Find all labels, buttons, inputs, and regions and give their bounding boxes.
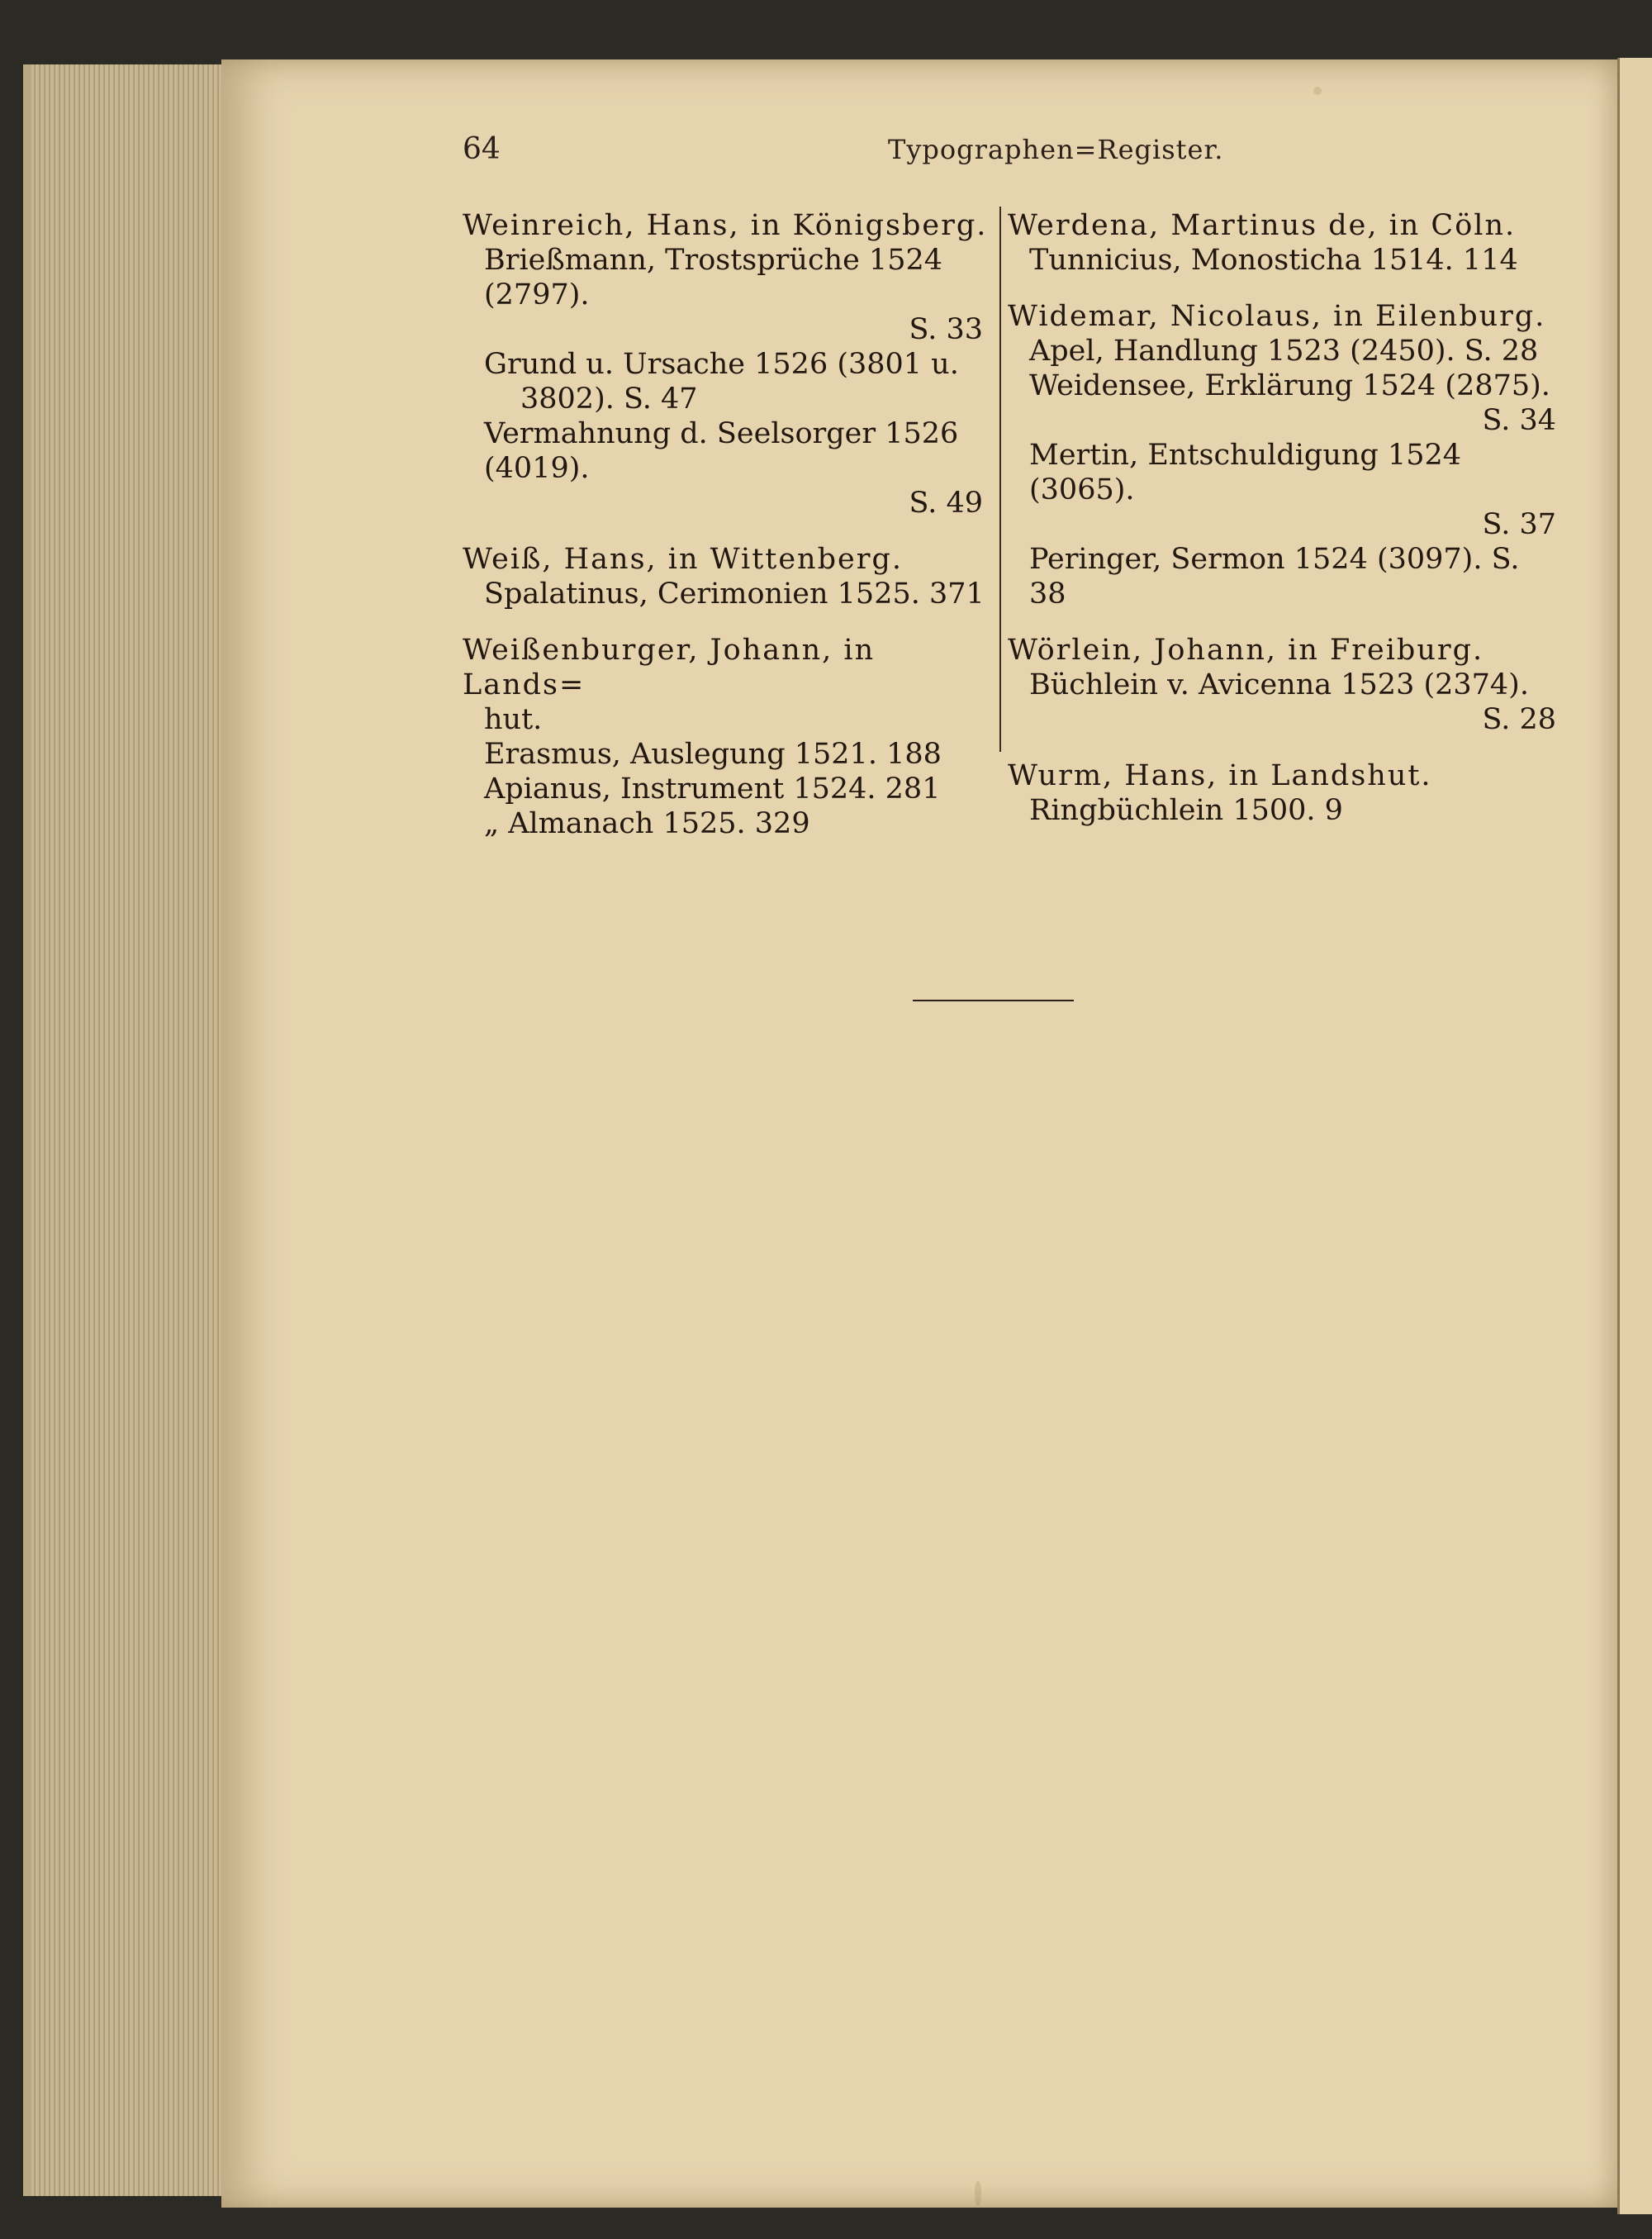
page-stain [1313, 87, 1322, 95]
entry-heading-continuation: hut. [484, 703, 543, 736]
register-entry-weinreich [463, 208, 990, 521]
right-column [1008, 208, 1563, 849]
entry-line: Weidensee, Erklärung 1524 (2875). [1029, 369, 1550, 402]
entry-line: Brießmann, Trostsprüche 1524 (2797). [484, 244, 942, 311]
register-entry-wurm [1008, 758, 1563, 828]
entry-page-ref: S. 49 [909, 487, 983, 520]
entry-heading: Weinreich, Hans, in Königsberg. [463, 209, 988, 242]
entry-line: Tunnicius, Monosticha 1514. 114 [1029, 244, 1518, 277]
entry-line: Apel, Handlung 1523 (2450). S. 28 [1029, 335, 1539, 368]
register-entry-widemar [1008, 299, 1563, 611]
entry-page-ref: S. 37 [1482, 508, 1556, 541]
entry-heading: Widemar, Nicolaus, in Eilenburg. [1008, 300, 1546, 333]
facing-page-edge [1617, 58, 1652, 2214]
register-entry-weissenburger [463, 633, 990, 841]
entry-line: Mertin, Entschuldigung 1524 (3065). [1029, 439, 1462, 506]
entry-line: Vermahnung d. Seelsorger 1526 (4019). [484, 417, 959, 485]
entry-page-ref: S. 34 [1482, 404, 1556, 437]
left-column [463, 208, 990, 863]
entry-line: Grund u. Ursache 1526 (3801 u. [484, 348, 959, 381]
entry-heading: Werdena, Martinus de, in Cöln. [1008, 209, 1517, 242]
entry-line: „ Almanach 1525. 329 [484, 807, 810, 840]
entry-line: Peringer, Sermon 1524 (3097). S. 38 [1029, 543, 1520, 611]
entry-line: Erasmus, Auslegung 1521. 188 [484, 738, 942, 771]
entry-line: Apianus, Instrument 1524. 281 [484, 772, 941, 806]
entry-line: Ringbüchlein 1500. 9 [1029, 794, 1343, 827]
page-header [463, 132, 1536, 174]
entry-line: 3802). S. 47 [520, 383, 698, 416]
page-stain [975, 2181, 981, 2206]
register-entry-werdena [1008, 208, 1563, 278]
running-title: Typographen=Register. [888, 134, 1224, 165]
entry-heading: Wörlein, Johann, in Freiburg. [1008, 634, 1484, 667]
register-entry-woerlein [1008, 633, 1563, 737]
entry-heading: Weiß, Hans, in Wittenberg. [463, 543, 903, 576]
book-page-edges [23, 64, 238, 2196]
entry-page-ref: S. 33 [909, 313, 983, 346]
entry-line: Büchlein v. Avicenna 1523 (2374). [1029, 668, 1529, 701]
column-divider [999, 207, 1001, 752]
entry-heading: Weißenburger, Johann, in Lands= [463, 634, 876, 701]
page-number: 64 [463, 132, 501, 166]
end-of-register-rule [913, 1000, 1074, 1001]
entry-heading: Wurm, Hans, in Landshut. [1008, 759, 1432, 792]
entry-line: Spalatinus, Cerimonien 1525. 371 [484, 578, 985, 611]
entry-page-ref: S. 28 [1482, 703, 1556, 736]
register-entry-weiss [463, 542, 990, 611]
